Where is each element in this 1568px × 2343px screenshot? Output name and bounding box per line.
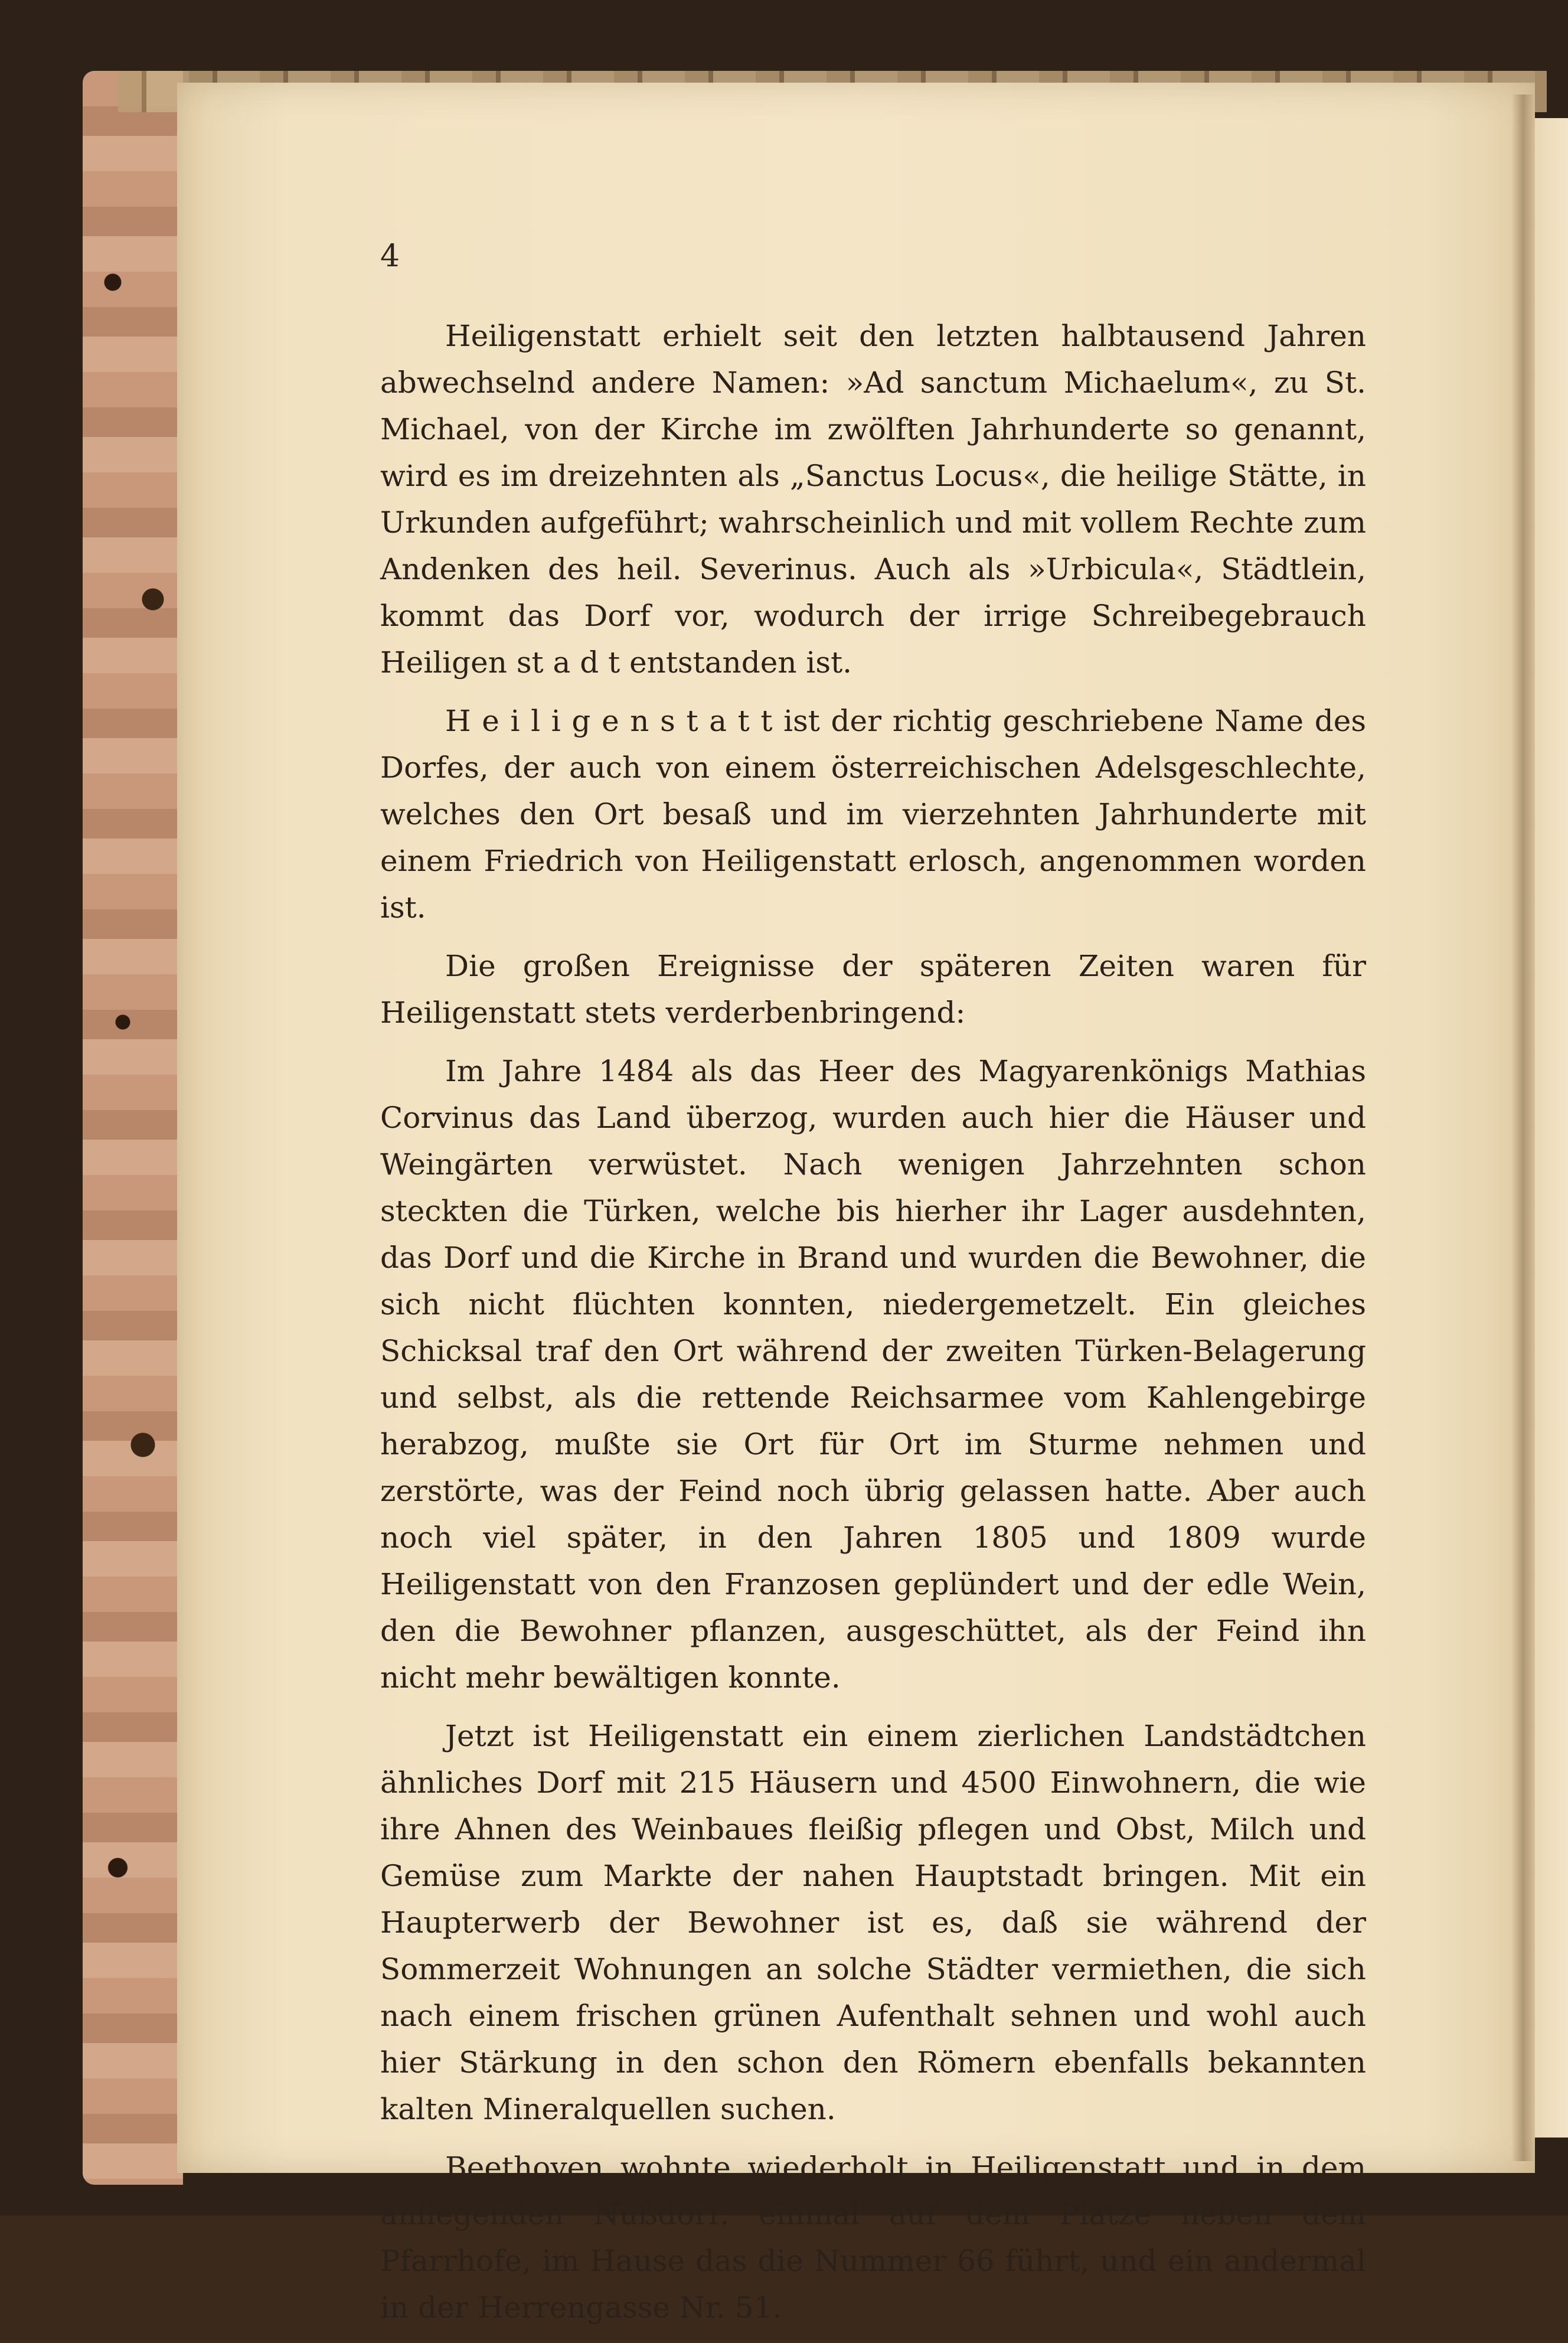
paragraph: Heiligenstatt erhielt seit den letzten halbtausend Jahren abwechselnd andere Namen: »Ad sanctum Michaelum«, zu St. Michael, von der Kirche im zwölften Jahrhunderte so genannt, wird es im dreizehnten als „Sanctus Locus«, die heilige Stätte, in Urkunden aufgeführt; wahrscheinlich und mit vollem Rechte zum Andenken des heil. Severinus. Auch als »Urbicula«, Städtlein, kommt das Dorf vor, wodurch der irrige Schreibegebrauch Heiligen st a d t entstanden ist. [380, 319, 1366, 680]
paragraph: Die großen Ereignisse der späteren Zeiten waren für Heiligenstatt stets verderbenbringend: [380, 949, 1366, 1030]
page-body [380, 313, 1366, 2343]
page-number: 4 [380, 239, 400, 274]
paragraph: H e i l i g e n s t a t t ist der richtig geschriebene Name des Dorfes, der auch von einem österreichischen Adelsgeschlechte, welches den Ort besaß und im vierzehnten Jahrhunderte mit einem Friedrich von Heiligenstatt erlosch, angenommen worden ist. [380, 704, 1366, 925]
paragraph: Im Jahre 1484 als das Heer des Magyarenkönigs Mathias Corvinus das Land überzog, wurden auch hier die Häuser und Weingärten verwüstet. Nach wenigen Jahrzehnten schon steckten die Türken, welche bis hierher ihr Lager ausdehnten, das Dorf und die Kirche in Brand und wurden die Bewohner, die sich nicht flüchten konnten, niedergemetzelt. Ein gleiches Schicksal traf den Ort während der zweiten Türken-Belagerung und selbst, als die rettende Reichsarmee vom Kahlengebirge herabzog, mußte sie Ort für Ort im Sturme nehmen und zerstörte, was der Feind noch übrig gelassen hatte. Aber auch noch viel später, in den Jahren 1805 und 1809 wurde Heiligenstatt von den Franzosen geplündert und der edle Wein, den die Bewohner pflanzen, ausgeschüttet, als der Feind ihn nicht mehr bewältigen konnte. [380, 1054, 1366, 1695]
paragraph: Beethoven wohnte wiederholt in Heiligenstatt und in dem anliegenden Nußdorf: einmal auf dem Platze neben dem Pfarrhofe, im Hause das die Nummer 66 führt, und ein andermal in der Herrengasse Nr. 51. [380, 2151, 1366, 2325]
book-cover-edge [83, 71, 183, 2185]
paragraph: Jetzt ist Heiligenstatt ein einem zierlichen Landstädtchen ähnliches Dorf mit 215 Häusern und 4500 Einwohnern, die wie ihre Ahnen des Weinbaues fleißig pflegen und Obst, Milch und Gemüse zum Markte der nahen Hauptstadt bringen. Mit ein Haupterwerb der Bewohner ist es, daß sie während der Sommerzeit Wohnungen an solche Städter vermiethen, die sich nach einem frischen grünen Aufenthalt sehnen und wohl auch hier Stärkung in den schon den Römern ebenfalls bekannten kalten Mineralquellen suchen. [380, 1719, 1366, 2126]
spine-shadow [1511, 94, 1535, 2161]
